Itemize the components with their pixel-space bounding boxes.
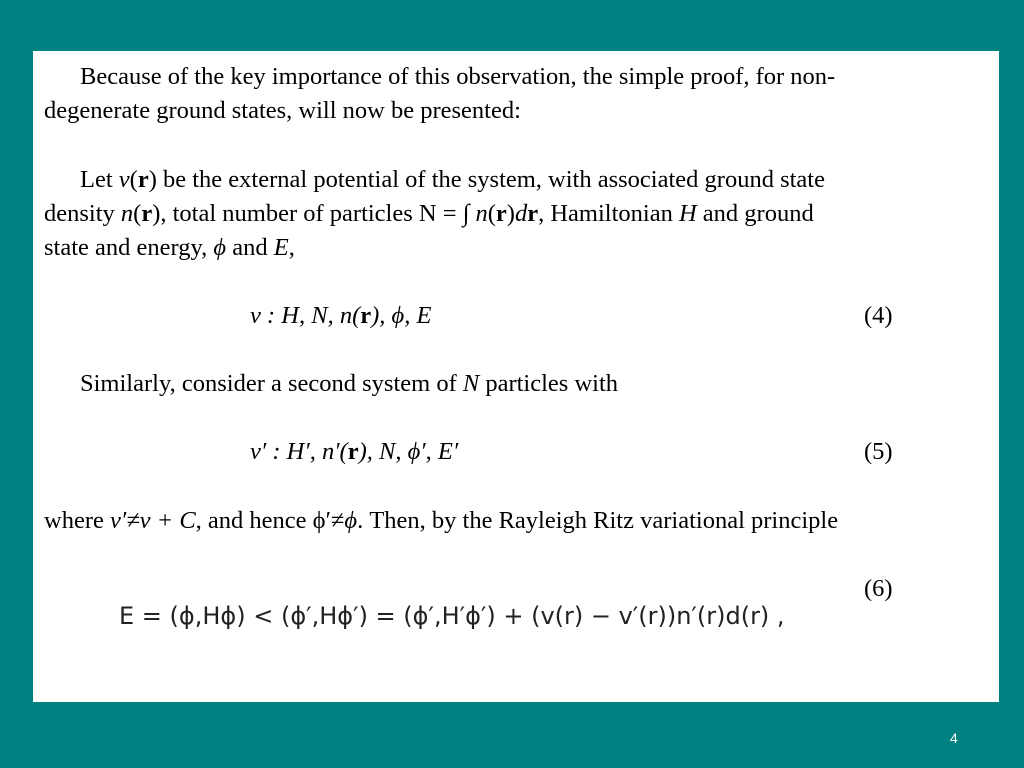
para1-line1: Because of the key importance of this observation, the simple proof, for non- xyxy=(80,63,836,90)
para2-line1: Let v(r) be the external potential of the system, with associated ground state xyxy=(80,166,825,193)
para2-line3: state and energy, ϕ and E, xyxy=(44,234,295,261)
equation-6-number: (6) xyxy=(864,575,893,602)
para2-line2: density n(r), total number of particles N = ∫ n(r)dr, Hamiltonian H and ground xyxy=(44,200,814,227)
equation-6-formula: E = (ϕ,Hϕ) < (ϕ′,Hϕ′) = (ϕ′,H′ϕ′) + (v(r) − v′(r))n′(r)d(r) , xyxy=(119,602,785,630)
slide-content xyxy=(33,51,999,702)
para1-line2: degenerate ground states, will now be presented: xyxy=(44,97,521,124)
para3: Similarly, consider a second system of N particles with xyxy=(80,370,618,397)
page-number: 4 xyxy=(950,730,958,746)
equation-4: v : H, N, n(r), ϕ, E xyxy=(250,302,432,329)
equation-5: v′ : H′, n′(r), N, ϕ′, E′ xyxy=(250,438,459,465)
para4: where v′≠v + C, and hence ϕ′≠ϕ. Then, by the Rayleigh Ritz variational principle xyxy=(44,507,839,534)
equation-5-number: (5) xyxy=(864,438,893,465)
equation-4-number: (4) xyxy=(864,302,893,329)
